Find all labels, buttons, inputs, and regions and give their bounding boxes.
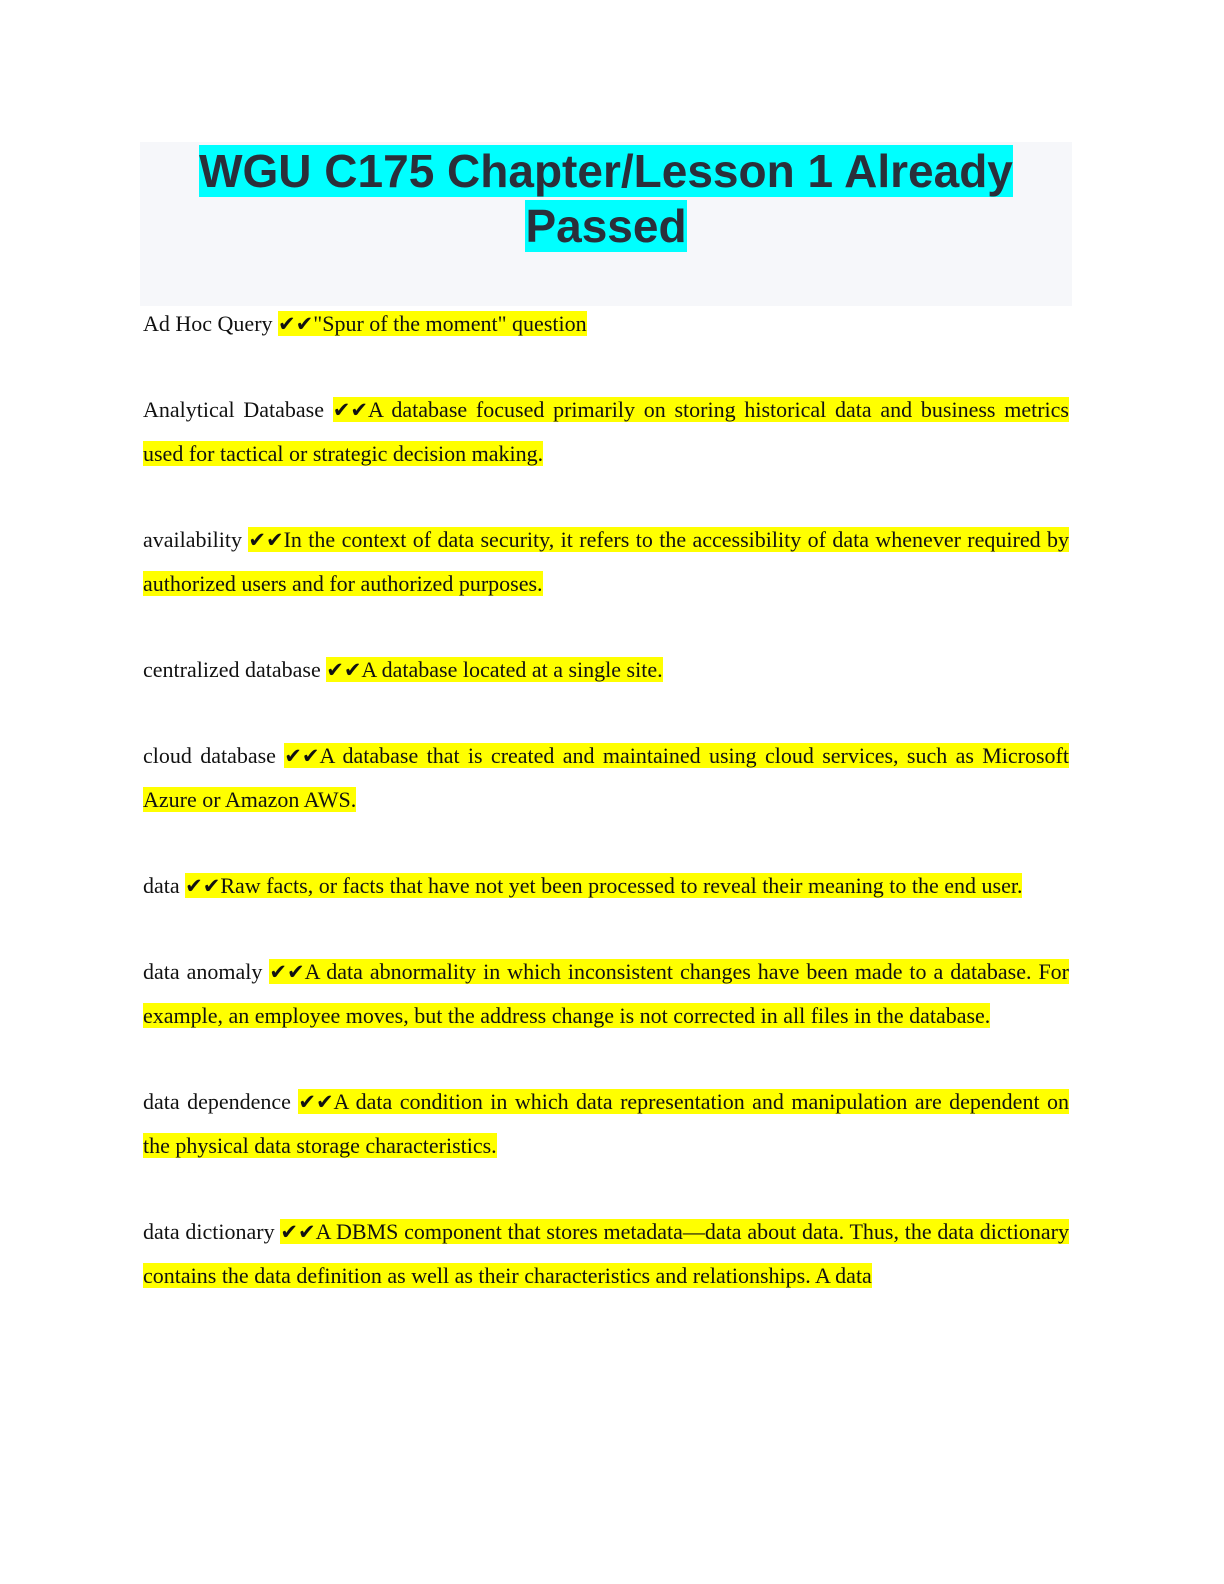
double-check-icon: ✔✔ [248, 528, 284, 552]
page-title [140, 142, 1072, 254]
entry-definition: A database located at a single site. [361, 657, 663, 682]
entry-definition: A database that is created and maintained using cloud services, such as Microsoft Azure or Amazon AWS. [143, 743, 1069, 812]
entry-definition-wrap [185, 873, 1022, 898]
entry-term: Analytical Database [143, 397, 325, 422]
entry-term: data dependence [143, 1089, 291, 1114]
glossary-list [143, 302, 1069, 1340]
entry-definition: A database focused primarily on storing historical data and business metrics used for tactical or strategic decision making. [143, 397, 1069, 466]
entry-definition: Raw facts, or facts that have not yet been processed to reveal their meaning to the end user. [220, 873, 1023, 898]
entry-term: data [143, 873, 180, 898]
entry-definition-wrap [326, 657, 662, 682]
double-check-icon: ✔✔ [326, 658, 362, 682]
double-check-icon: ✔✔ [185, 874, 221, 898]
glossary-entry [143, 1210, 1069, 1298]
entry-definition-wrap [278, 311, 587, 336]
double-check-icon: ✔✔ [278, 312, 314, 336]
glossary-entry [143, 734, 1069, 822]
double-check-icon: ✔✔ [269, 960, 305, 984]
double-check-icon: ✔✔ [332, 398, 368, 422]
glossary-entry [143, 388, 1069, 476]
entry-term: data anomaly [143, 959, 263, 984]
double-check-icon: ✔✔ [284, 744, 320, 768]
entry-definition: A DBMS component that stores metadata—data about data. Thus, the data dictionary contains the data definition as well as their characteristics and relationships. A data [143, 1219, 1069, 1288]
entry-definition-wrap [143, 1219, 1069, 1288]
glossary-entry [143, 1080, 1069, 1168]
entry-definition: "Spur of the moment" question [313, 311, 587, 336]
title-box [140, 142, 1072, 306]
glossary-entry [143, 302, 1069, 346]
entry-definition-wrap [143, 959, 1069, 1028]
entry-term: centralized database [143, 657, 321, 682]
entry-definition: In the context of data security, it refers to the accessibility of data whenever required by authorized users and for authorized purposes. [143, 527, 1070, 596]
double-check-icon: ✔✔ [298, 1090, 334, 1114]
entry-term: availability [143, 527, 242, 552]
double-check-icon: ✔✔ [280, 1220, 316, 1244]
glossary-entry [143, 518, 1069, 606]
entry-term: Ad Hoc Query [143, 311, 273, 336]
entry-term: cloud database [143, 743, 276, 768]
entry-definition: A data abnormality in which inconsistent changes have been made to a database. For example, an employee moves, but the address change is not corrected in all files in the database. [143, 959, 1070, 1028]
entry-definition: A data condition in which data representation and manipulation are dependent on the physical data storage characteristics. [143, 1089, 1069, 1158]
glossary-entry [143, 648, 1069, 692]
entry-term: data dictionary [143, 1219, 275, 1244]
entry-definition-wrap [143, 743, 1069, 812]
glossary-entry [143, 864, 1069, 908]
page-title-text: WGU C175 Chapter/Lesson 1 Already Passed [199, 145, 1013, 252]
entry-definition-wrap [143, 527, 1069, 596]
glossary-entry [143, 950, 1069, 1038]
